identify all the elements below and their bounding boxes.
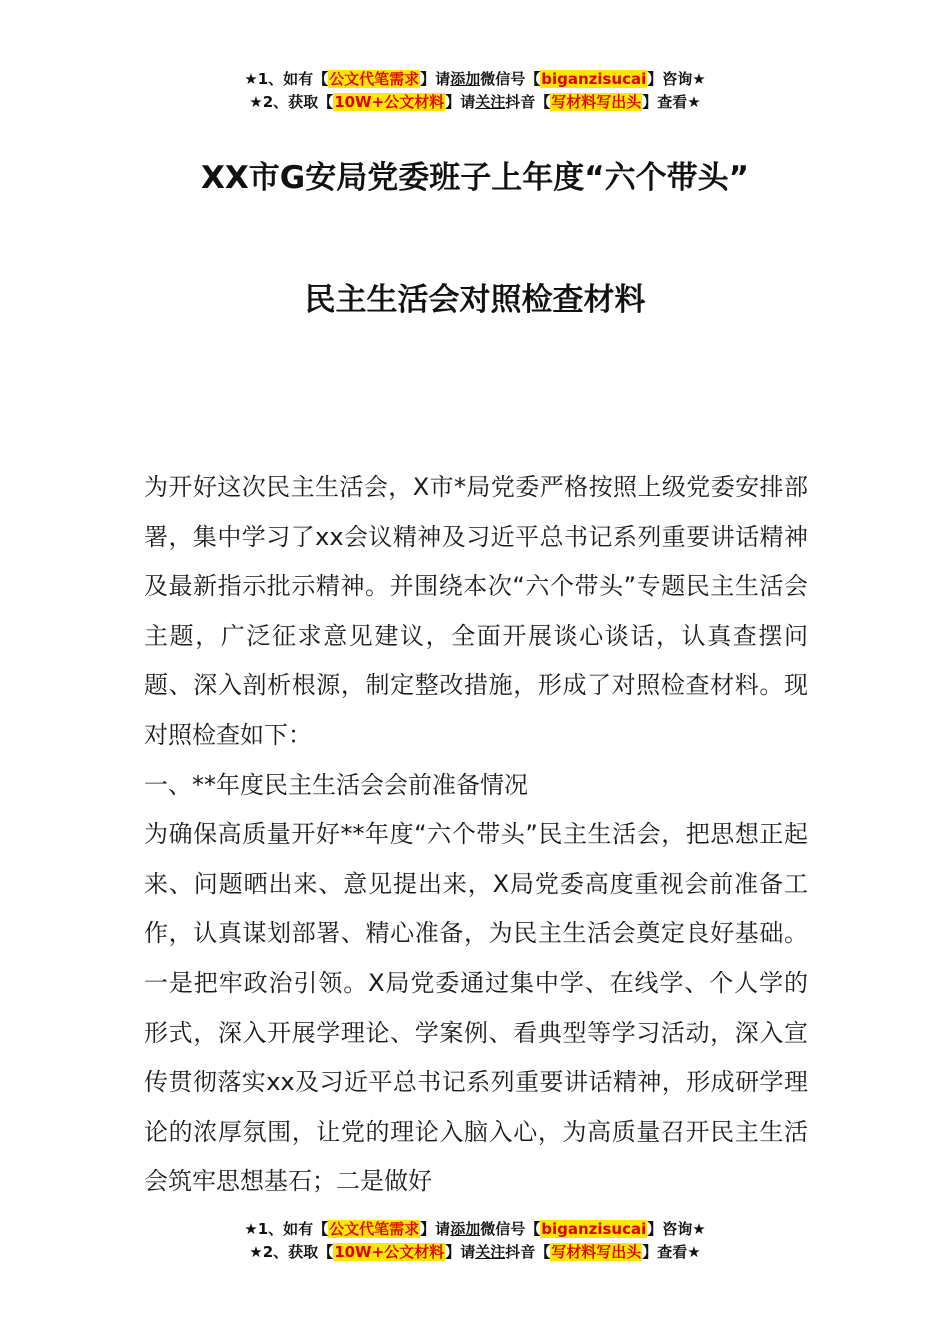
promo-text: 】请 xyxy=(420,70,451,88)
promo-highlight: biganzisucai xyxy=(541,70,647,88)
promo-text: 】咨询★ xyxy=(647,70,706,88)
promo-text: 】咨询★ xyxy=(647,1220,706,1238)
promo-text: 抖音【 xyxy=(505,93,551,111)
promo-text: ★2、获取【 xyxy=(249,93,334,111)
promo-highlight: 10W+公文材料 xyxy=(334,1243,445,1261)
promo-highlight: 写材料写出头 xyxy=(551,1243,642,1261)
promo-line-2 xyxy=(0,91,950,114)
promo-text: ★1、如有【 xyxy=(244,1220,329,1238)
promo-highlight: 公文代笔需求 xyxy=(329,70,420,88)
header-promo-banner xyxy=(0,68,950,114)
promo-text: 】查看★ xyxy=(642,93,701,111)
footer-promo-banner xyxy=(0,1218,950,1264)
promo-text: 抖音【 xyxy=(505,1243,551,1261)
promo-text: 微信号【 xyxy=(480,1220,541,1238)
document-title-line-1: XX市G安局党委班子上年度“六个带头” xyxy=(201,160,749,196)
section-heading-1: 一、**年度民主生活会会前准备情况 xyxy=(144,770,528,799)
promo-underline: 关注 xyxy=(475,1243,506,1261)
promo-line-1 xyxy=(0,1218,950,1241)
paragraph-preparation: 为确保高质量开好**年度“六个带头”民主生活会，把思想正起来、问题晒出来、意见提出来，X局党委高度重视会前准备工作，认真谋划部署、精心准备，为民主生活会奠定良好基础。一是把牢政治引领。X局党委通过集中学、在线学、个人学的形式，深入开展学理论、学案例、看典型等学习活动，深入宣传贯彻落实xx及习近平总书记系列重要讲话精神，形成研学理论的浓厚氛围，让党的理论入脑入心，为高质量召开民主生活会筑牢思想基石；二是做好 xyxy=(144,820,808,1196)
promo-highlight: 写材料写出头 xyxy=(551,93,642,111)
promo-underline: 添加 xyxy=(450,1220,481,1238)
promo-underline: 添加 xyxy=(450,70,481,88)
promo-highlight: 公文代笔需求 xyxy=(329,1220,420,1238)
promo-underline: 关注 xyxy=(475,93,506,111)
promo-text: 】查看★ xyxy=(642,1243,701,1261)
promo-text: 】请 xyxy=(445,93,476,111)
promo-text: 微信号【 xyxy=(480,70,541,88)
document-body xyxy=(144,463,808,1207)
promo-highlight: biganzisucai xyxy=(541,1220,647,1238)
promo-highlight: 10W+公文材料 xyxy=(334,93,445,111)
promo-text: 】请 xyxy=(445,1243,476,1261)
paragraph-intro: 为开好这次民主生活会，X市*局党委严格按照上级党委安排部署，集中学习了xx会议精神及习近平总书记系列重要讲话精神及最新指示批示精神。并围绕本次“六个带头”专题民主生活会主题，广泛征求意见建议，全面开展谈心谈话，认真查摆问题、深入剖析根源，制定整改措施，形成了对照检查材料。现对照检查如下： xyxy=(144,473,808,749)
promo-text: 】请 xyxy=(420,1220,451,1238)
promo-line-1 xyxy=(0,68,950,91)
promo-text: ★2、获取【 xyxy=(249,1243,334,1261)
promo-line-2 xyxy=(0,1241,950,1264)
promo-text: ★1、如有【 xyxy=(244,70,329,88)
document-title-line-2: 民主生活会对照检查材料 xyxy=(304,282,646,318)
